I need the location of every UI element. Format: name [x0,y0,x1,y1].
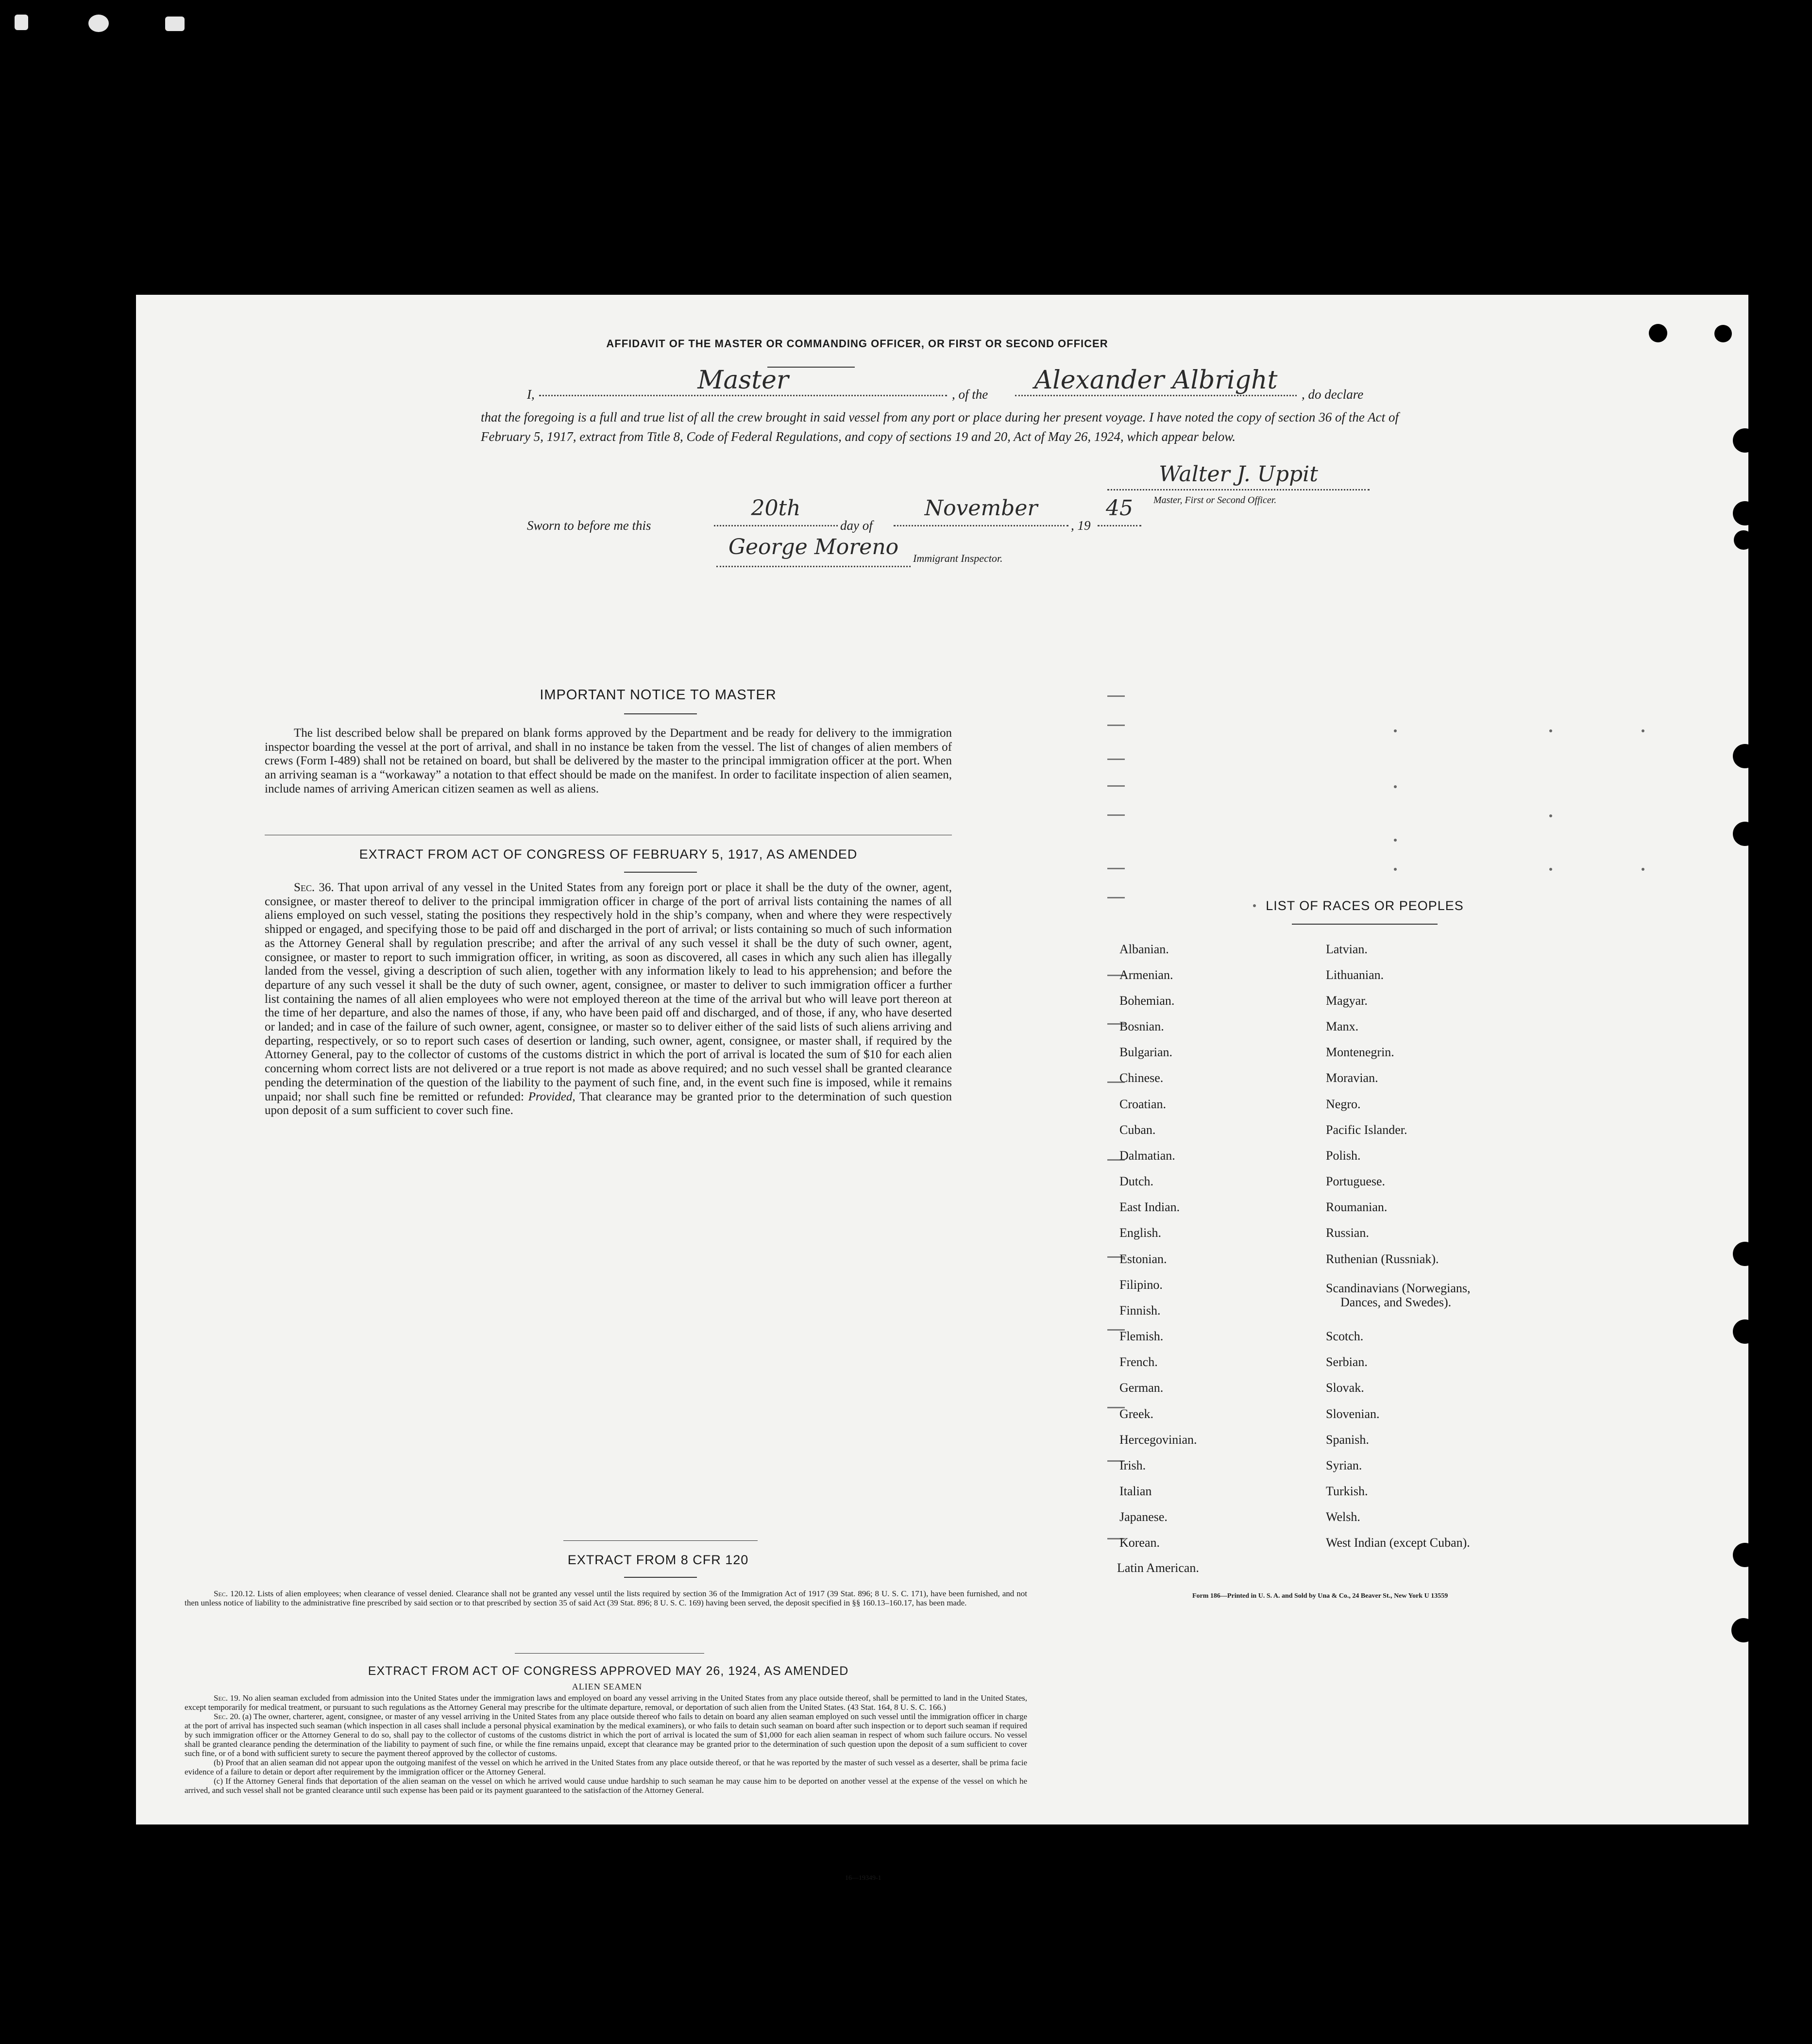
punch-hole [1733,744,1757,768]
margin-dash [1107,868,1125,869]
margin-dash [1107,725,1125,726]
affidavit-title: AFFIDAVIT OF THE MASTER OR COMMANDING OFFICER, OR FIRST OR SECOND OFFICER [606,338,1108,350]
punch-hole [1731,1618,1756,1642]
punch-hole [1733,1319,1757,1344]
races-rule [1292,924,1438,925]
race-item: Negro. [1326,1097,1361,1111]
cfr-heading: EXTRACT FROM 8 CFR 120 [567,1553,749,1567]
margin-dot [1642,868,1644,871]
race-item: Syrian. [1326,1458,1362,1472]
affidavit-of-the-label: , of the [952,387,988,402]
margin-dot [1549,868,1552,871]
race-item: Finnish. [1119,1303,1161,1318]
race-item: Slovak. [1326,1381,1364,1395]
alien-seamen-subheading: ALIEN SEAMEN [572,1682,643,1691]
year-prefix-label: , 19 [1071,518,1091,533]
notice-heading: IMPORTANT NOTICE TO MASTER [540,687,777,703]
sworn-year-field[interactable]: 45 [1098,498,1141,526]
race-item: Latin American. [1117,1561,1199,1575]
margin-dot [1394,785,1397,788]
race-item: Manx. [1326,1019,1359,1033]
master-name-field[interactable]: Master [539,368,947,396]
extract-1917-rule [624,872,697,873]
punch-hole [1733,1242,1757,1266]
race-item: Korean. [1119,1536,1160,1550]
race-item: Scotch. [1326,1329,1364,1343]
sec36-label: Sec. 36. [294,881,334,894]
punch-hole [1733,1543,1757,1567]
race-item: Portuguese. [1326,1174,1386,1188]
master-signature-field[interactable]: Walter J. Uppit [1107,464,1370,490]
race-item: German. [1119,1381,1164,1395]
race-item: East Indian. [1119,1200,1180,1214]
margin-dash [1107,695,1125,697]
race-item: Slovenian. [1326,1407,1380,1421]
margin-dash [1107,897,1125,898]
margin-dash [1107,814,1125,816]
race-item: Spanish. [1326,1433,1369,1447]
margin-dash [1107,785,1125,787]
affidavit-i-label: I, [527,387,535,402]
cfr-section-label: Sec. 120.12. [214,1589,255,1598]
inspector-caption: Immigrant Inspector. [913,552,1003,564]
sec20-paragraph [185,1712,1027,1758]
affidavit-declare-label: , do declare [1302,387,1364,402]
punch-hole [1649,324,1667,342]
race-item: Flemish. [1119,1329,1164,1343]
race-item: Cuban. [1119,1123,1156,1137]
sec20-text: (a) The owner, charterer, agent, consignee, or master of any vessel arriving in the United States from any place outside thereof who fails to detain on board any alien seaman employed on such vessel until the immigration officer in charge at the port of arrival has inspected such seaman (which inspection in all cases shall include a personal physical examination by the medical examiners), or who fails to detain such seaman on board after such inspection or to deport such seaman if required by such immigration officer or the Attorney General to do so, shall pay to the collector of customs of the customs district in which the port of arrival is located the sum of $1,000 for each alien seaman in respect of whom such failure occurs. No vessel shall be granted clearance pending the determination of the liability to payment of such fine, or while the fine remains unpaid, except that clearance may be granted prior to the determination of such question upon the deposit of a sum sufficient to cover such fine, or of a bond with sufficient surety to secure the payment thereof approved by the collector of customs. [185,1712,1028,1758]
sworn-month-field[interactable]: November [894,498,1068,526]
margin-dot [1394,729,1397,732]
race-item: Roumanian. [1326,1200,1388,1214]
affidavit-statement: that the foregoing is a full and true list of all the crew brought in said vessel from any port or place during her present voyage. I have noted the copy of section 36 of the Act of February 5, 1917, extract from Title 8, Code of Federal Regulations, and copy of sections 19 and 20, Act of May 26, 1924, which appear below. [481,410,1399,444]
margin-dash [1107,759,1125,760]
race-item: Ruthenian (Russniak). [1326,1252,1439,1266]
races-heading: LIST OF RACES OR PEOPLES [1266,898,1464,913]
inspector-signature-field[interactable]: George Moreno [716,537,911,567]
race-item: Turkish. [1326,1484,1368,1498]
cfr-body [185,1589,1027,1607]
race-item: Dutch. [1119,1174,1154,1188]
race-item: Montenegrin. [1326,1045,1394,1059]
notice-body [265,726,952,796]
margin-dot [1394,868,1397,871]
race-item: Croatian. [1119,1097,1167,1111]
race-item: Bohemian. [1119,994,1175,1008]
margin-dot [1642,729,1644,732]
extract-1917-heading: EXTRACT FROM ACT OF CONGRESS OF FEBRUARY 5, 1917, AS AMENDED [359,847,858,862]
notice-body-text: The list described below shall be prepared on blank forms approved by the Department and be ready for delivery to the immigration inspector boarding the vessel at the port of arrival, and shall in no instance be taken from the vessel. The list of changes of alien members of crews (Form I-489) shall not be retained on board, but shall be delivered by the master to the principal immigration officer at the port. When an arriving seaman is a “workaway” a notation to that effect should be made on the manifest. In order to facilitate inspection of alien seamen, include names of arriving American citizen seamen as well as aliens. [265,726,952,795]
day-of-label: day of [840,518,873,533]
race-item: English. [1119,1226,1161,1240]
race-item: Albanian. [1119,942,1169,956]
punch-hole [1733,822,1757,846]
race-item: Estonian. [1119,1252,1167,1266]
sec36-text-end: That clearance may be granted prior to the determination of such question upon deposit of a sum sufficient to cover such fine. [265,1090,952,1117]
margin-dot [1549,729,1552,732]
film-edge-mark [88,15,109,32]
form-code: 16—19349-1 [845,1875,881,1882]
race-item: Japanese. [1119,1510,1168,1524]
race-item: Dances, and Swedes). [1340,1295,1452,1309]
margin-dot [1549,814,1552,817]
punch-hole [1733,428,1757,453]
race-item: Irish. [1119,1458,1146,1472]
sworn-day-field[interactable]: 20th [714,498,838,526]
punch-hole [1733,501,1757,525]
race-item: Moravian. [1326,1071,1378,1085]
race-item: West Indian (except Cuban). [1326,1536,1470,1550]
race-item: Bosnian. [1119,1019,1164,1033]
race-item: Greek. [1119,1407,1154,1421]
sec20-b-paragraph: (b) Proof that an alien seaman did not appear upon the outgoing manifest of the vessel on which he arrived in the United States from any place outside thereof, or that he was reported by the master of such vessel as a deserter, shall be prima facie evidence of a failure to detain or deport after requirement by the immigration officer or the Attorney General. [185,1758,1027,1776]
race-item: Chinese. [1119,1071,1164,1085]
punch-hole [1714,325,1732,342]
extract-1917-body [265,881,952,1118]
race-item: Russian. [1326,1226,1369,1240]
sec19-label: Sec. 19. [214,1693,240,1703]
sec20-c-paragraph: (c) If the Attorney General finds that deportation of the alien seaman on the vessel on which he arrived would cause undue hardship to such seaman he may cause him to be deported on another vessel at the expense of the vessel on which he arrived, and such vessel shall not be granted clearance until such expense has been paid or its payment guaranteed to the satisfaction of the Attorney General. [185,1776,1027,1795]
film-edge-mark [15,15,28,30]
race-item: Filipino. [1119,1278,1163,1292]
race-item: Armenian. [1119,968,1173,982]
document-page [136,295,1748,1882]
race-item: Serbian. [1326,1355,1368,1369]
race-item: Latvian. [1326,942,1368,956]
cfr-rule [624,1577,697,1578]
race-item: Welsh. [1326,1510,1360,1524]
cfr-bottom-rule [515,1653,704,1654]
race-item: Magyar. [1326,994,1368,1008]
extract-1924-heading: EXTRACT FROM ACT OF CONGRESS APPROVED MAY 26, 1924, AS AMENDED [368,1664,849,1678]
punch-hole [1734,530,1753,550]
sworn-label: Sworn to before me this [527,518,651,533]
extract-1924-body [185,1693,1027,1795]
sec36-text: That upon arrival of any vessel in the United States from any foreign port or place it shall be the duty of the owner, agent, consignee, or master thereof to deliver to the principal immigration officer in charge of the port of arrival lists containing the names of all aliens employed on such vessel, stating the positions they respectively hold in the ship’s company, when and where they were respectively shipped or engaged, and specifying those to be paid off and discharged in the port of arrival; or lists containing so much of such information as the Attorney General shall by regulation prescribe; and after the arrival of any such vessel it shall be the duty of such owner, agent, consignee, or master to report to such immigration officer, in writing, as soon as discovered, all cases in which any such alien has illegally landed from the vessel, giving a description of such alien, together with any information likely to lead to his apprehension; and before the departure of any such vessel it shall be the duty of such owner, agent, consignee, or master to deliver to such immigration officer a further list containing the names of all alien employees who were not employed thereon at the time of the arrival but who will leave port thereon at the time of her departure, and also the names of those, if any, who have been paid off and discharged, and of those, if any, who have deserted or landed; and in case of the failure of such owner, agent, consignee, or master so to deliver either of the said lists of such aliens arriving and departing, respectively, or so to report such cases of desertion or landing, such owner, agent, consignee, or master shall, if required by the Attorney General, pay to the collector of customs of the customs district in which the port of arrival is located the sum of $10 for each alien concerning whom correct lists are not delivered or a true report is not made as above required; and no such vessel shall be granted clearance pending the determination of the question of the liability to the payment of such fine, and, in the event such fine is imposed, while it remains unpaid; nor shall such fine be remitted or refunded: [265,881,952,1103]
extract-1917-bottom-rule [563,1540,758,1541]
race-item: French. [1119,1355,1158,1369]
race-item: Italian [1119,1484,1152,1498]
sec20-label: Sec. 20. [214,1712,240,1721]
margin-dot [1394,839,1397,842]
race-item: Hercegovinian. [1119,1433,1197,1447]
signature-caption: Master, First or Second Officer. [1153,495,1277,506]
notice-rule [624,713,697,714]
vessel-name-field[interactable]: Alexander Albright [1015,368,1297,396]
race-item: Dalmatian. [1119,1149,1175,1163]
race-item: Polish. [1326,1149,1361,1163]
provided-word: Provided, [528,1090,576,1103]
film-edge-mark [165,17,185,31]
sec19-paragraph [185,1693,1027,1712]
form-printer-line: Form 186—Printed in U. S. A. and Sold by Una & Co., 24 Beaver St., New York U 13559 [1192,1592,1448,1600]
cfr-section-text: Lists of alien employees; when clearance of vessel denied. Clearance shall not be granted any vessel until the lists required by section 36 of the Immigration Act of 1917 (39 Stat. 896; 8 U. S. C. 171), have been furnished, and not then unless notice of liability to the administrative fine prescribed by said section or to that prescribed by section 35 of said Act (39 Stat. 896; 8 U. S. C. 169) having been served, the deposit specified in §§ 160.13–160.17, has been made. [185,1589,1028,1607]
sec19-text: No alien seaman excluded from admission into the United States under the immigration laws and employed on board any vessel arriving in the United States from any place outside thereof, shall be permitted to land in the United States, except temporarily for medical treatment, or pursuant to such regulations as the Attorney General may prescribe for the ultimate departure, removal, or deportation of such alien from the United States. (43 Stat. 164, 8 U. S. C. 166.) [185,1693,1028,1712]
race-item: Pacific Islander. [1326,1123,1407,1137]
race-item: Bulgarian. [1119,1045,1173,1059]
race-item: Scandinavians (Norwegians, [1326,1281,1471,1295]
race-item: Lithuanian. [1326,968,1384,982]
